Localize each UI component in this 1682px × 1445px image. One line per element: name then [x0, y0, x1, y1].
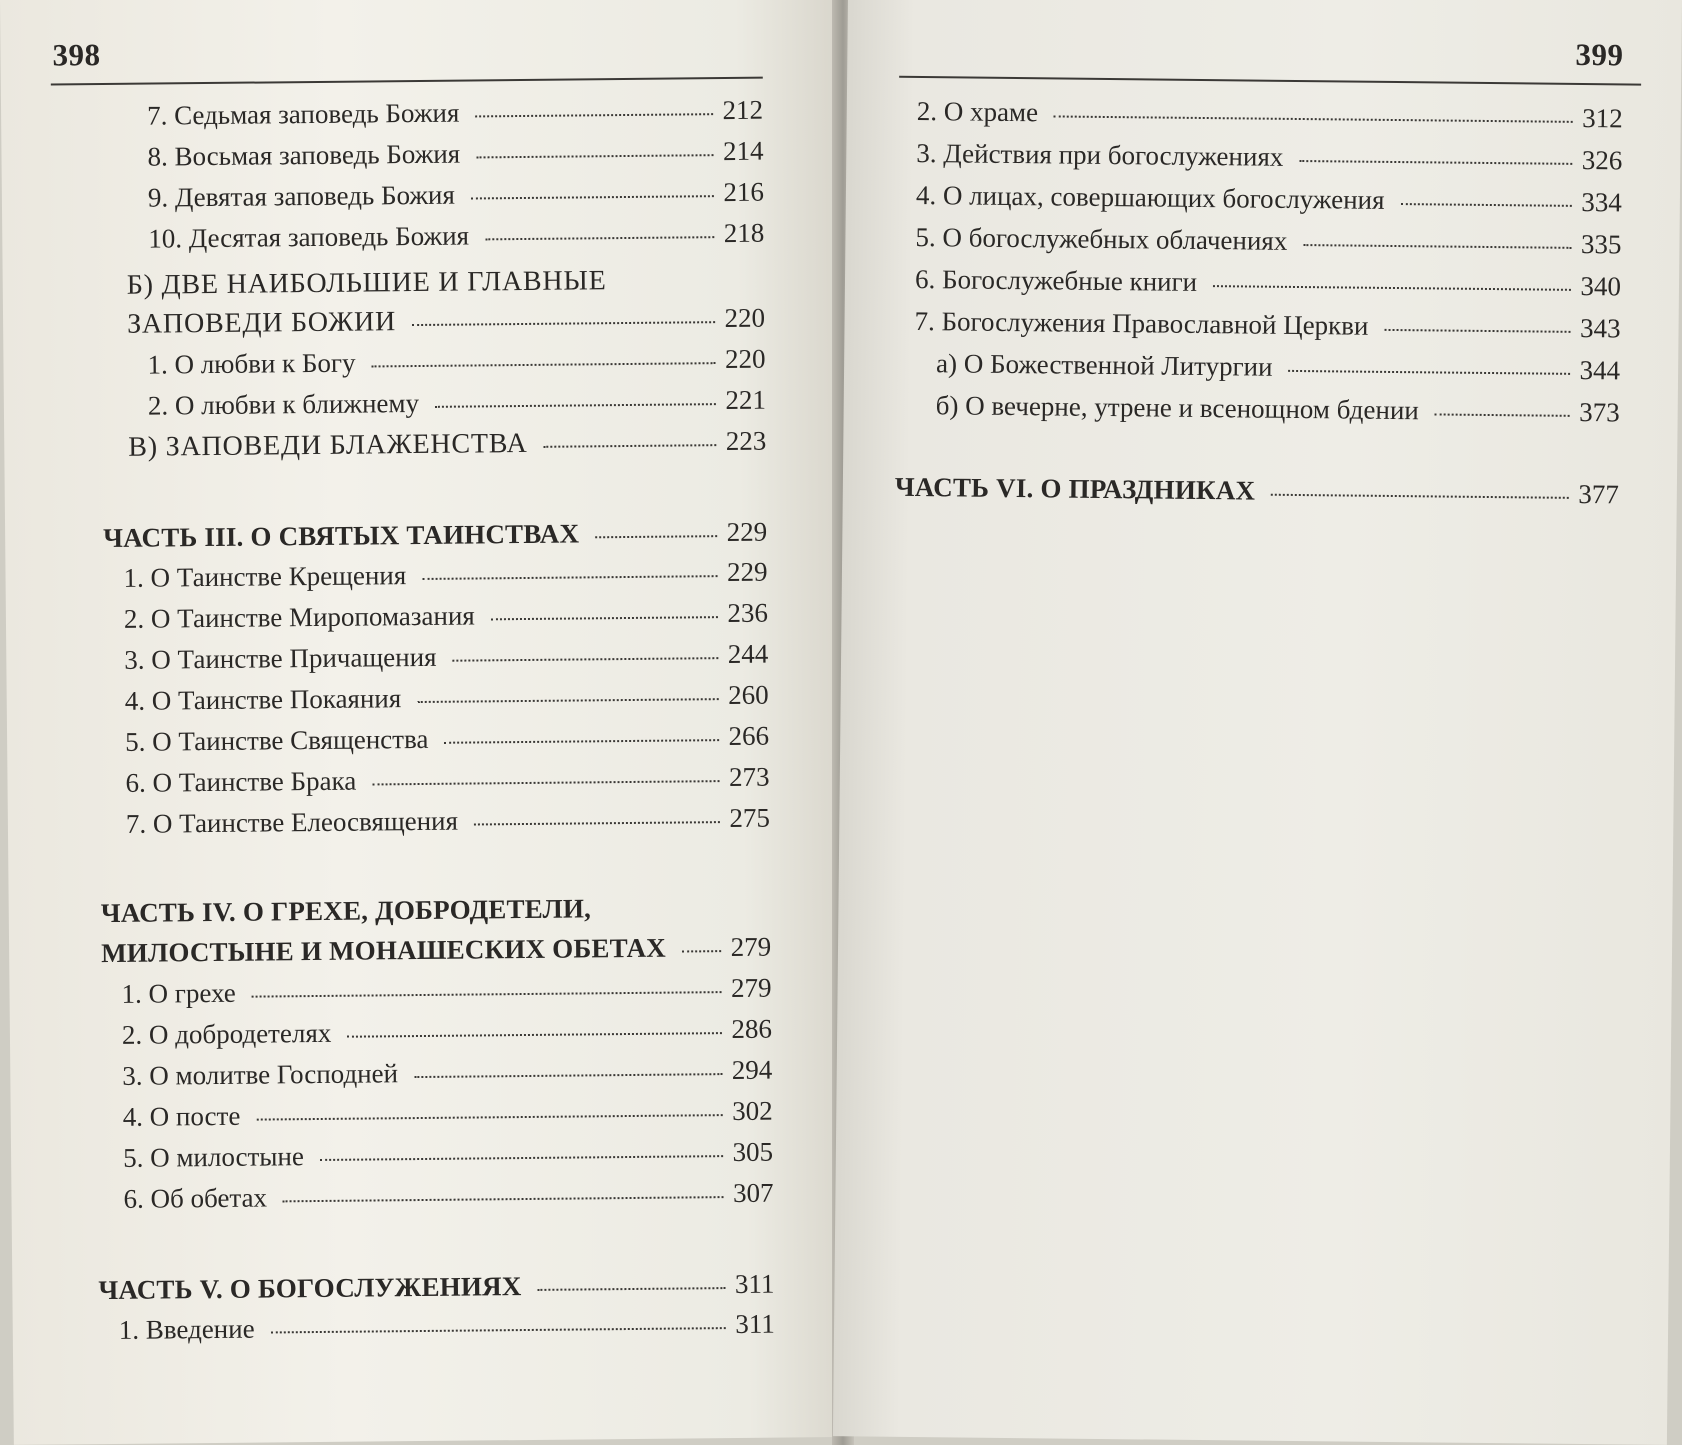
entry-page: 311: [735, 1308, 775, 1340]
entry-title: 3. О молитве Господней: [122, 1058, 399, 1091]
leader-dots: [475, 113, 712, 117]
toc-entry: [147, 343, 766, 380]
toc-entry: [124, 679, 769, 716]
entry-page: 334: [1581, 186, 1623, 218]
leader-dots: [347, 1032, 721, 1038]
leader-dots: [1054, 115, 1572, 122]
leader-dots: [372, 780, 719, 785]
entry-title: 10. Десятая заповедь Божия: [148, 220, 470, 254]
leader-dots: [595, 535, 716, 538]
entry-title: 2. О добродетелях: [121, 1017, 332, 1050]
leader-dots: [491, 616, 718, 620]
entry-title: а) О Божественной Литургии: [935, 348, 1273, 382]
entry-page: 229: [726, 516, 768, 548]
entry-title: 2. О храме: [916, 95, 1039, 128]
toc-entry: [125, 802, 771, 839]
toc-entry: [124, 638, 769, 675]
entry-page: 220: [724, 302, 766, 334]
leader-dots: [414, 1073, 722, 1078]
entry-title: 4. О лицах, совершающих богослужения: [915, 179, 1385, 215]
entry-page: 312: [1582, 102, 1623, 134]
entry-page: 236: [727, 597, 769, 629]
entry-page: 275: [729, 802, 771, 834]
toc-entry: [915, 179, 1623, 218]
entry-title: ЧАСТЬ VI. О ПРАЗДНИКАХ: [894, 471, 1256, 506]
leader-dots: [1435, 413, 1569, 416]
toc-entry: [124, 720, 770, 757]
toc-entry: [118, 1308, 775, 1345]
entry-title: 1. О Таинстве Крещения: [123, 560, 407, 593]
toc-entry: [915, 221, 1622, 260]
leader-dots: [1384, 329, 1570, 333]
toc-entry: [914, 305, 1621, 344]
leader-dots: [1288, 370, 1569, 375]
entry-page: 311: [734, 1268, 775, 1300]
entry-title: 5. О милостыне: [122, 1141, 305, 1173]
entry-page: 307: [732, 1177, 774, 1209]
toc-entry: [122, 1136, 774, 1173]
entry-page: 302: [732, 1095, 773, 1127]
part-heading-entry: [103, 516, 768, 554]
entry-title: 9. Девятая заповедь Божия: [147, 179, 455, 213]
entry-title: б) О вечерне, утрене и всенощном бдении: [935, 390, 1420, 426]
entry-title: 6. Об обетах: [123, 1182, 268, 1214]
toc-entry: [147, 135, 764, 172]
toc-entry: [123, 1177, 774, 1214]
entry-page: 343: [1579, 312, 1621, 344]
entry-page: 212: [722, 94, 764, 126]
leader-dots: [1400, 203, 1571, 207]
leader-dots: [1213, 285, 1570, 291]
toc-entry: [147, 176, 765, 213]
entry-title: 8. Восьмая заповедь Божия: [147, 138, 461, 172]
entry-page: 218: [723, 217, 765, 249]
leader-dots: [476, 154, 713, 158]
leader-dots: [417, 698, 718, 703]
toc-entry: [121, 972, 772, 1009]
toc-entry: [122, 1095, 773, 1132]
entry-page: 216: [723, 176, 765, 208]
toc-entry: [123, 597, 769, 634]
part-heading-entry: [98, 1268, 775, 1306]
leader-dots: [271, 1327, 726, 1333]
leader-dots: [544, 444, 716, 448]
entry-page: 344: [1579, 354, 1621, 386]
entry-title: 2. О любви к ближнему: [147, 387, 420, 421]
entry-title: В) ЗАПОВЕДИ БЛАЖЕНСТВА: [128, 427, 528, 463]
entry-page: 221: [725, 384, 767, 416]
leader-dots: [1303, 244, 1571, 249]
toc-entry: [914, 263, 1622, 302]
entry-title: МИЛОСТЫНЕ И МОНАШЕСКИХ ОБЕТАХ: [101, 932, 667, 969]
entry-page: 223: [725, 425, 767, 457]
right-page: [833, 0, 1682, 1445]
entry-title: ЧАСТЬ V. О БОГОСЛУЖЕНИЯХ: [98, 1271, 522, 1306]
leader-dots: [252, 991, 721, 998]
entry-page: 266: [728, 720, 770, 752]
toc-entry: [123, 556, 768, 593]
entry-title: 7. О Таинстве Елеосвящения: [125, 805, 459, 839]
entry-page: 305: [732, 1136, 774, 1168]
leader-dots: [372, 362, 715, 367]
entry-page: 294: [731, 1054, 773, 1086]
leader-dots: [412, 321, 715, 326]
toc-entry: [126, 302, 766, 340]
toc-entry: [916, 95, 1623, 134]
entry-title: 5. О богослужебных облачениях: [915, 221, 1288, 256]
entry-title: 7. Седьмая заповедь Божия: [146, 97, 460, 131]
part-heading-entry: [101, 931, 772, 969]
toc-entry: [121, 1013, 773, 1050]
entry-page: 279: [730, 972, 772, 1004]
entry-page: 273: [728, 761, 770, 793]
leader-dots: [538, 1287, 725, 1291]
entry-title: 2. О Таинстве Миропомазания: [123, 600, 475, 634]
leader-dots: [435, 403, 715, 408]
entry-title: 5. О Таинстве Священства: [124, 723, 429, 757]
entry-title: 4. О Таинстве Покаяния: [124, 683, 402, 716]
page-number: 398: [52, 37, 101, 73]
part-heading: ЧАСТЬ IV. О ГРЕХЕ, ДОБРОДЕТЕЛИ,: [100, 893, 592, 929]
toc-entry: [146, 94, 764, 131]
section-heading: Б) ДВЕ НАИБОЛЬШИЕ И ГЛАВНЫЕ: [126, 265, 607, 301]
entry-title: 3. О Таинстве Причащения: [124, 641, 437, 675]
entry-page: 220: [724, 343, 766, 375]
part-heading-entry: [894, 471, 1619, 510]
entry-page: 260: [728, 679, 769, 711]
toc-entry: [125, 761, 770, 798]
entry-title: 6. Богослужебные книги: [914, 263, 1198, 297]
page-number: 399: [1575, 36, 1624, 73]
toc-entry: [936, 392, 1620, 426]
entry-title: 6. О Таинстве Брака: [125, 765, 357, 798]
leader-dots: [1299, 160, 1572, 165]
entry-page: 286: [731, 1013, 773, 1045]
entry-page: 335: [1580, 228, 1622, 260]
header-rule: [51, 77, 763, 86]
header-rule: [899, 76, 1641, 86]
leader-dots: [682, 950, 721, 952]
entry-page: 326: [1581, 144, 1623, 176]
toc-entry: [916, 137, 1623, 176]
entry-page: 229: [726, 556, 768, 588]
entry-title: 7. Богослужения Православной Церкви: [914, 305, 1369, 341]
entry-title: 1. О грехе: [121, 977, 236, 1009]
leader-dots: [320, 1155, 723, 1161]
leader-dots: [1271, 494, 1568, 499]
leader-dots: [444, 739, 718, 744]
toc-entry: [128, 425, 767, 463]
entry-page: 340: [1580, 270, 1622, 302]
leader-dots: [453, 657, 718, 662]
leader-dots: [256, 1114, 722, 1120]
leader-dots: [283, 1196, 723, 1202]
entry-page: 279: [730, 931, 772, 963]
toc-entry: [122, 1054, 773, 1091]
entry-page: 373: [1579, 396, 1620, 428]
entry-page: 377: [1578, 478, 1619, 510]
entry-title: 4. О посте: [122, 1100, 241, 1132]
entry-page: 244: [727, 638, 769, 670]
entry-title: 3. Действия при богослужениях: [916, 137, 1284, 172]
toc-entry: [147, 384, 767, 421]
entry-page: 214: [722, 135, 764, 167]
toc-entry: [936, 350, 1620, 384]
entry-title: ЧАСТЬ III. О СВЯТЫХ ТАИНСТВАХ: [103, 518, 580, 554]
entry-title: 1. Введение: [118, 1313, 255, 1345]
leader-dots: [471, 195, 714, 199]
entry-title: ЗАПОВЕДИ БОЖИИ: [126, 306, 397, 340]
toc-entry: [148, 217, 765, 254]
leader-dots: [485, 236, 714, 240]
entry-title: 1. О любви к Богу: [147, 347, 356, 380]
leader-dots: [422, 575, 717, 580]
leader-dots: [474, 821, 719, 825]
